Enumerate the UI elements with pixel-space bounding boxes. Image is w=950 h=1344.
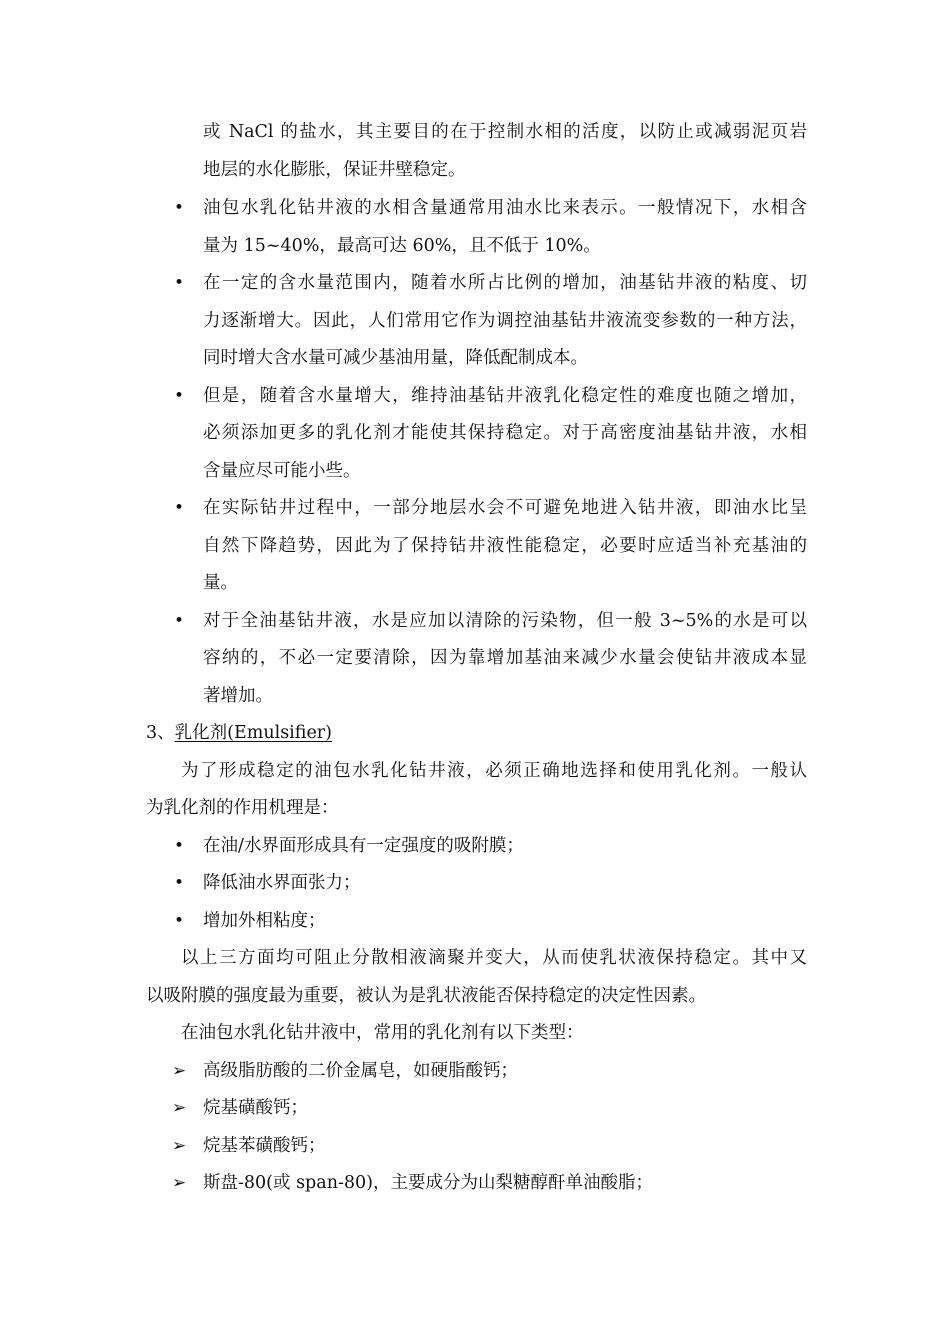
bullet-item-line: 量。 xyxy=(203,573,238,593)
section-heading xyxy=(146,721,332,745)
paragraph-line: 以上三方面均可阻止分散相液滴聚并变大，从而使乳状液保持稳定。其中又 xyxy=(181,948,807,968)
paragraph-line: 为乳化剂的作用机理是： xyxy=(146,798,339,818)
bullet-item-line: 著增加。 xyxy=(203,686,273,706)
bullet-item-line: 在油/水界面形成具有一定强度的吸附膜； xyxy=(203,836,524,856)
bullet-icon: • xyxy=(174,498,185,518)
bullet-item-line: 力逐渐增大。因此，人们常用它作为调控油基钻井液流变参数的一种方法， xyxy=(203,311,807,331)
list-item: 烷基磺酸钙； xyxy=(203,1098,308,1118)
bullet-item-line: 必须添加更多的乳化剂才能使其保持稳定。对于高密度油基钻井液，水相 xyxy=(203,423,807,443)
section-number: 3、 xyxy=(146,723,175,743)
bullet-item-line: 增加外相粘度； xyxy=(203,911,326,931)
bullet-item-line: 油包水乳化钻井液的水相含量通常用油水比来表示。一般情况下，水相含 xyxy=(203,198,807,218)
bullet-item-line: 同时增大含水量可减少基油用量，降低配制成本。 xyxy=(203,348,588,368)
bullet-item-line: 在实际钻井过程中，一部分地层水会不可避免地进入钻井液，即油水比呈 xyxy=(203,498,807,518)
list-item: 高级脂肪酸的二价金属皂，如硬脂酸钙； xyxy=(203,1061,518,1081)
list-item: 烷基苯磺酸钙； xyxy=(203,1136,326,1156)
bullet-item-line: 量为 15~40%，最高可达 60%，且不低于 10%。 xyxy=(203,236,601,256)
bullet-icon: • xyxy=(174,911,185,931)
bullet-icon: • xyxy=(174,273,185,293)
bullet-item-line: 对于全油基钻井液，水是应加以清除的污染物，但一般 3~5%的水是可以 xyxy=(203,611,807,631)
bullet-icon: • xyxy=(174,386,185,406)
paragraph-line: 在油包水乳化钻井液中，常用的乳化剂有以下类型： xyxy=(181,1023,584,1043)
bullet-icon: • xyxy=(174,198,185,218)
bullet-item-line: 降低油水界面张力； xyxy=(203,873,361,893)
paragraph-line: 地层的水化膨胀，保证井壁稳定。 xyxy=(203,160,466,180)
bullet-item-line: 自然下降趋势，因此为了保持钻井液性能稳定，必要时应适当补充基油的 xyxy=(203,536,807,556)
bullet-item-line: 容纳的，不必一定要清除，因为靠增加基油来减少水量会使钻井液成本显 xyxy=(203,648,807,668)
section-title: 乳化剂(Emulsifier) xyxy=(174,723,333,743)
bullet-icon: • xyxy=(174,873,185,893)
bullet-icon: • xyxy=(174,836,185,856)
paragraph-line: 为了形成稳定的油包水乳化钻井液，必须正确地选择和使用乳化剂。一般认 xyxy=(181,761,807,781)
bullet-item-line: 含量应尽可能小些。 xyxy=(203,461,361,481)
bullet-item-line: 但是，随着含水量增大，维持油基钻井液乳化稳定性的难度也随之增加， xyxy=(203,386,807,406)
bullet-item-line: 在一定的含水量范围内，随着水所占比例的增加，油基钻井液的粘度、切 xyxy=(203,273,807,293)
paragraph-line: 或 NaCl 的盐水，其主要目的在于控制水相的活度，以防止或减弱泥页岩 xyxy=(203,122,807,142)
list-item: 斯盘-80(或 span-80)，主要成分为山梨糖醇酐单油酸脂； xyxy=(203,1173,653,1193)
arrow-bullet-icon: ➢ xyxy=(172,1173,187,1193)
arrow-bullet-icon: ➢ xyxy=(172,1136,187,1156)
arrow-bullet-icon: ➢ xyxy=(172,1098,187,1118)
paragraph-line: 以吸附膜的强度最为重要，被认为是乳状液能否保持稳定的决定性因素。 xyxy=(146,986,706,1006)
bullet-icon: • xyxy=(174,611,185,631)
arrow-bullet-icon: ➢ xyxy=(172,1061,187,1081)
